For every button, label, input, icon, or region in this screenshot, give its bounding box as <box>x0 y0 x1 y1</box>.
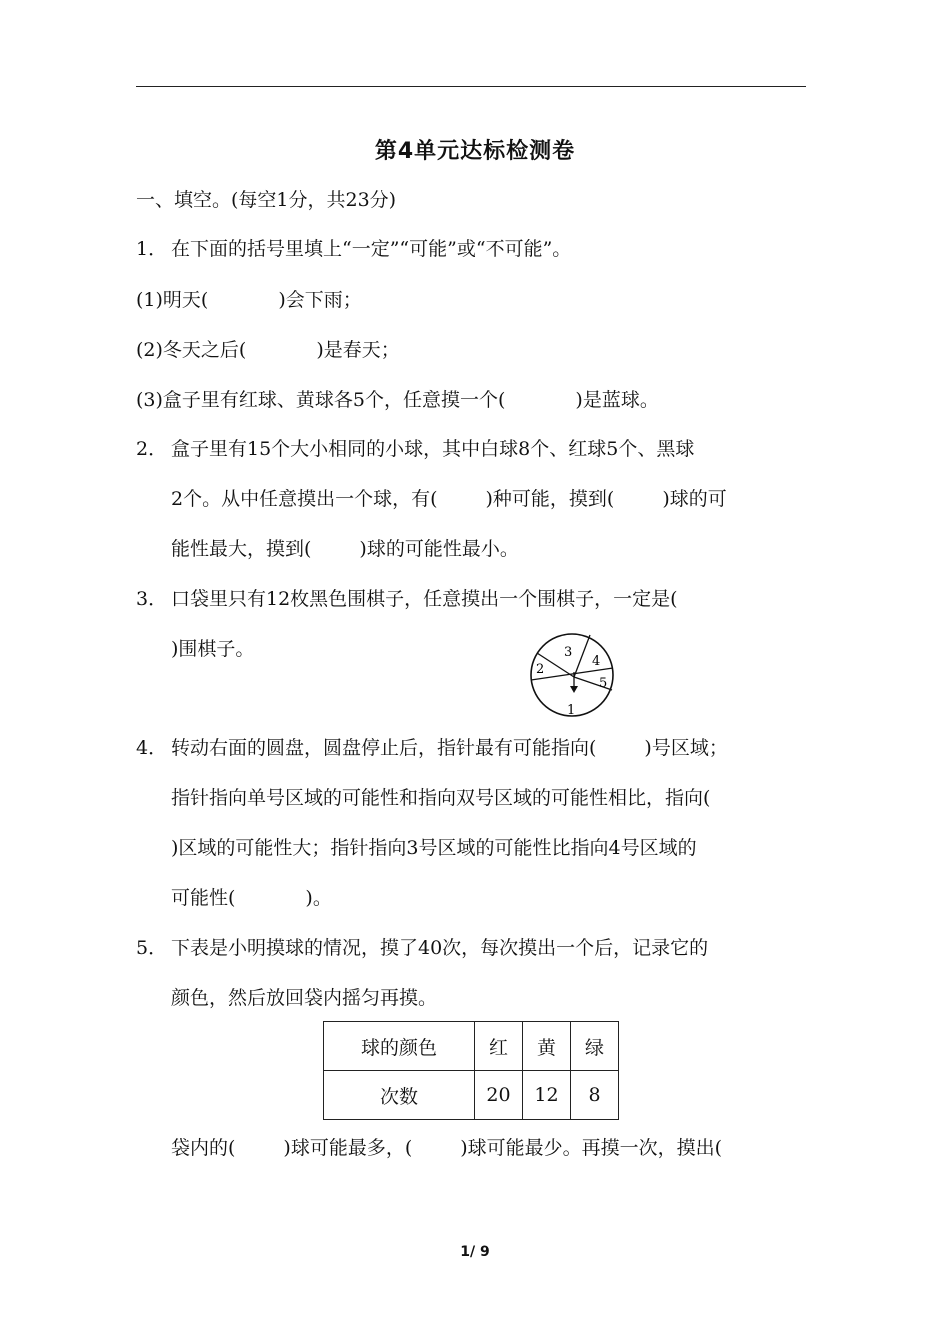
question-1-part-1 <box>136 288 362 312</box>
question-2-line-2 <box>171 487 727 511</box>
question-text: 下表是小明摸球的情况，摸了40次，每次摸出一个后，记录它的 <box>171 937 709 959</box>
text-segment: 袋内的( <box>171 1137 236 1159</box>
table-header-cell: 绿 <box>571 1022 619 1071</box>
page-number: 1/ 9 <box>460 1244 490 1260</box>
region-label: 2 <box>536 662 545 677</box>
region-label: 5 <box>599 676 608 691</box>
table-row <box>324 1071 619 1120</box>
header-rule <box>136 86 806 87</box>
text-segment: )会下雨； <box>278 289 362 311</box>
question-text: 盒子里有15个大小相同的小球，其中白球8个、红球5个、黑球 <box>171 438 695 460</box>
question-number: 4． <box>136 737 168 759</box>
question-number: 5． <box>136 937 168 959</box>
text-segment: )是蓝球。 <box>575 389 659 411</box>
text-segment: 2个。从中任意摸出一个球，有( <box>171 488 438 510</box>
text-segment: )。 <box>305 887 332 909</box>
question-number: 3． <box>136 588 168 610</box>
region-label: 3 <box>564 645 573 660</box>
text-segment: )种可能，摸到( <box>485 488 615 510</box>
text-segment: 转动右面的圆盘，圆盘停止后，指针最有可能指向( <box>171 737 597 759</box>
table-header-cell: 黄 <box>523 1022 571 1071</box>
question-3 <box>136 587 678 611</box>
spinner-wheel-figure <box>528 630 616 720</box>
table-row <box>324 1022 619 1071</box>
question-text: 口袋里只有12枚黑色围棋子，任意摸出一个围棋子，一定是( <box>171 588 678 610</box>
text-segment: (3)盒子里有红球、黄球各5个，任意摸一个( <box>136 389 506 411</box>
table-header-cell: 球的颜色 <box>324 1022 475 1071</box>
text-segment: )球的可能性最小。 <box>359 538 519 560</box>
results-table <box>323 1021 619 1120</box>
question-1-part-3 <box>136 388 659 412</box>
text-segment: 能性最大，摸到( <box>171 538 312 560</box>
text-segment: )是春天； <box>316 339 400 361</box>
text-segment: (2)冬天之后( <box>136 339 247 361</box>
question-2-line-3 <box>171 537 519 561</box>
table-cell: 12 <box>523 1071 571 1120</box>
table-cell: 8 <box>571 1071 619 1120</box>
text-segment: (1)明天( <box>136 289 209 311</box>
page-title: 第4单元达标检测卷 <box>374 139 576 164</box>
question-2 <box>136 437 694 461</box>
text-segment: )球可能最多，( <box>283 1137 413 1159</box>
text-segment: )球可能最少。再摸一次，摸出( <box>460 1137 723 1159</box>
table-header-cell: 红 <box>475 1022 523 1071</box>
question-5 <box>136 936 708 960</box>
table-cell: 20 <box>475 1071 523 1120</box>
table-cell: 次数 <box>324 1071 475 1120</box>
question-4 <box>136 736 728 760</box>
question-4-line-3: )区域的可能性大；指针指向3号区域的可能性比指向4号区域的 <box>171 837 697 859</box>
question-3-line-2: )围棋子。 <box>171 638 255 660</box>
text-segment: )号区域； <box>644 737 728 759</box>
text-segment: 可能性( <box>171 887 236 909</box>
pointer-arrowhead <box>570 686 578 693</box>
question-1-part-2 <box>136 338 400 362</box>
question-1 <box>136 237 571 261</box>
question-number: 2． <box>136 438 168 460</box>
section-heading: 一、填空。(每空1分，共23分) <box>136 189 397 211</box>
question-4-line-2: 指针指向单号区域的可能性和指向双号区域的可能性相比，指向( <box>171 787 711 809</box>
region-label: 1 <box>567 703 576 718</box>
question-number: 1． <box>136 238 168 260</box>
question-5-line-2: 颜色，然后放回袋内摇匀再摸。 <box>171 987 438 1009</box>
question-5-line-3 <box>171 1136 722 1160</box>
question-text: 在下面的括号里填上“一定”“可能”或“不可能”。 <box>171 238 572 260</box>
region-label: 4 <box>592 654 601 669</box>
wheel-divider <box>574 635 590 677</box>
text-segment: )球的可 <box>662 488 727 510</box>
question-4-line-4 <box>171 886 332 910</box>
